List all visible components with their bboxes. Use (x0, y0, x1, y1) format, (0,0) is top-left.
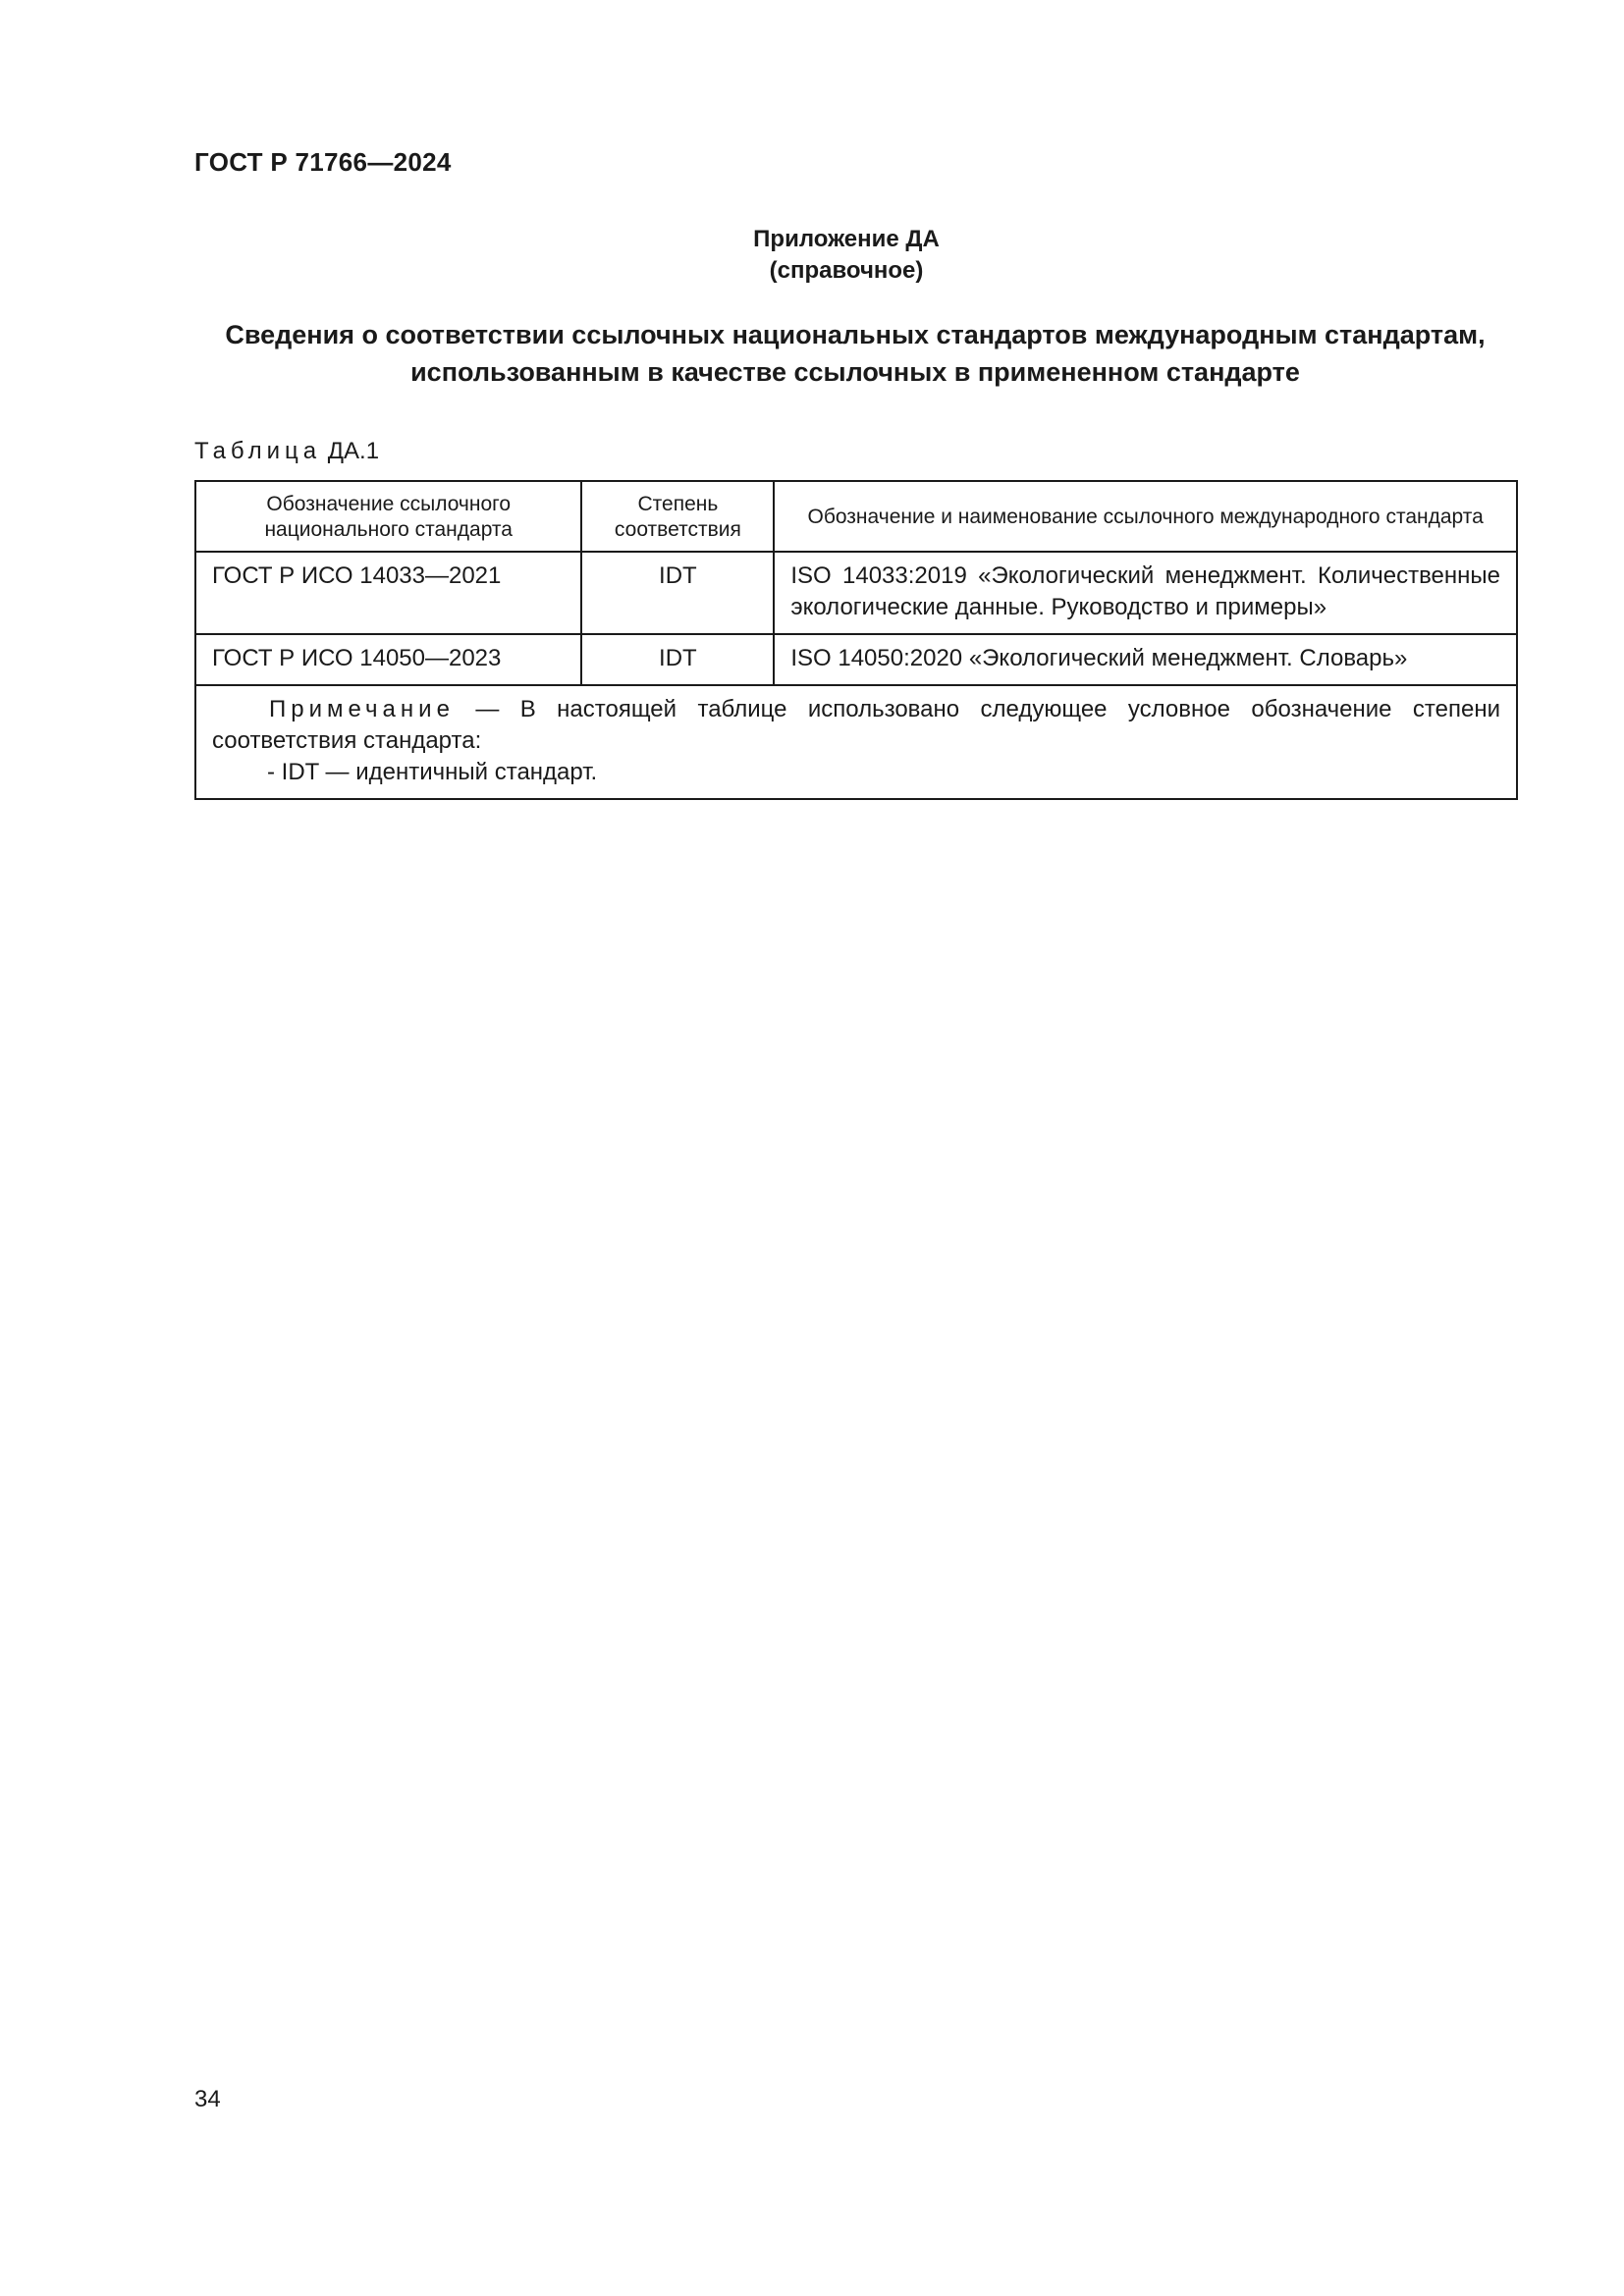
note-label: Примечание (269, 696, 455, 722)
appendix-title: Приложение ДА (753, 226, 940, 252)
cell-degree: IDT (581, 634, 774, 685)
table-note (195, 685, 1517, 799)
document-header: ГОСТ Р 71766—2024 (194, 147, 452, 177)
note-paragraph (212, 694, 1500, 757)
header-degree-of-correspondence: Степень соответствия (581, 481, 774, 552)
table-caption-label: Таблица (194, 438, 322, 464)
table-caption-number: ДА.1 (327, 438, 380, 464)
reference-standards-table (194, 480, 1518, 800)
header-national-standard: Обозначение ссылочного национального стандарта (195, 481, 581, 552)
table-header-row (195, 481, 1517, 552)
cell-international-standard: ISO 14050:2020 «Экологический менеджмент. Словарь» (774, 634, 1517, 685)
table-note-row (195, 685, 1517, 799)
table-row (195, 552, 1517, 634)
cell-international-standard: ISO 14033:2019 «Экологический менеджмент. Количественные экологические данные. Руководство и примеры» (774, 552, 1517, 634)
section-title (194, 316, 1516, 391)
page-number: 34 (194, 2086, 221, 2112)
header-international-standard: Обозначение и наименование ссылочного международного стандарта (774, 481, 1517, 552)
table-row (195, 634, 1517, 685)
section-title-line-1: Сведения о соответствии ссылочных национальных стандартов международным стандартам, (225, 320, 1486, 349)
section-title-line-2: использованным в качестве ссылочных в примененном стандарте (410, 357, 1300, 387)
appendix-subtitle: (справочное) (769, 257, 924, 284)
cell-national-standard: ГОСТ Р ИСО 14050—2023 (195, 634, 581, 685)
cell-national-standard: ГОСТ Р ИСО 14033—2021 (195, 552, 581, 634)
table-caption (194, 438, 379, 465)
note-list-item: - IDT — идентичный стандарт. (267, 759, 598, 785)
appendix-heading (0, 224, 1624, 287)
note-body: — В настоящей таблице использовано следующее условное обозначение степени соответствия стандарта: (212, 696, 1500, 754)
cell-degree: IDT (581, 552, 774, 634)
